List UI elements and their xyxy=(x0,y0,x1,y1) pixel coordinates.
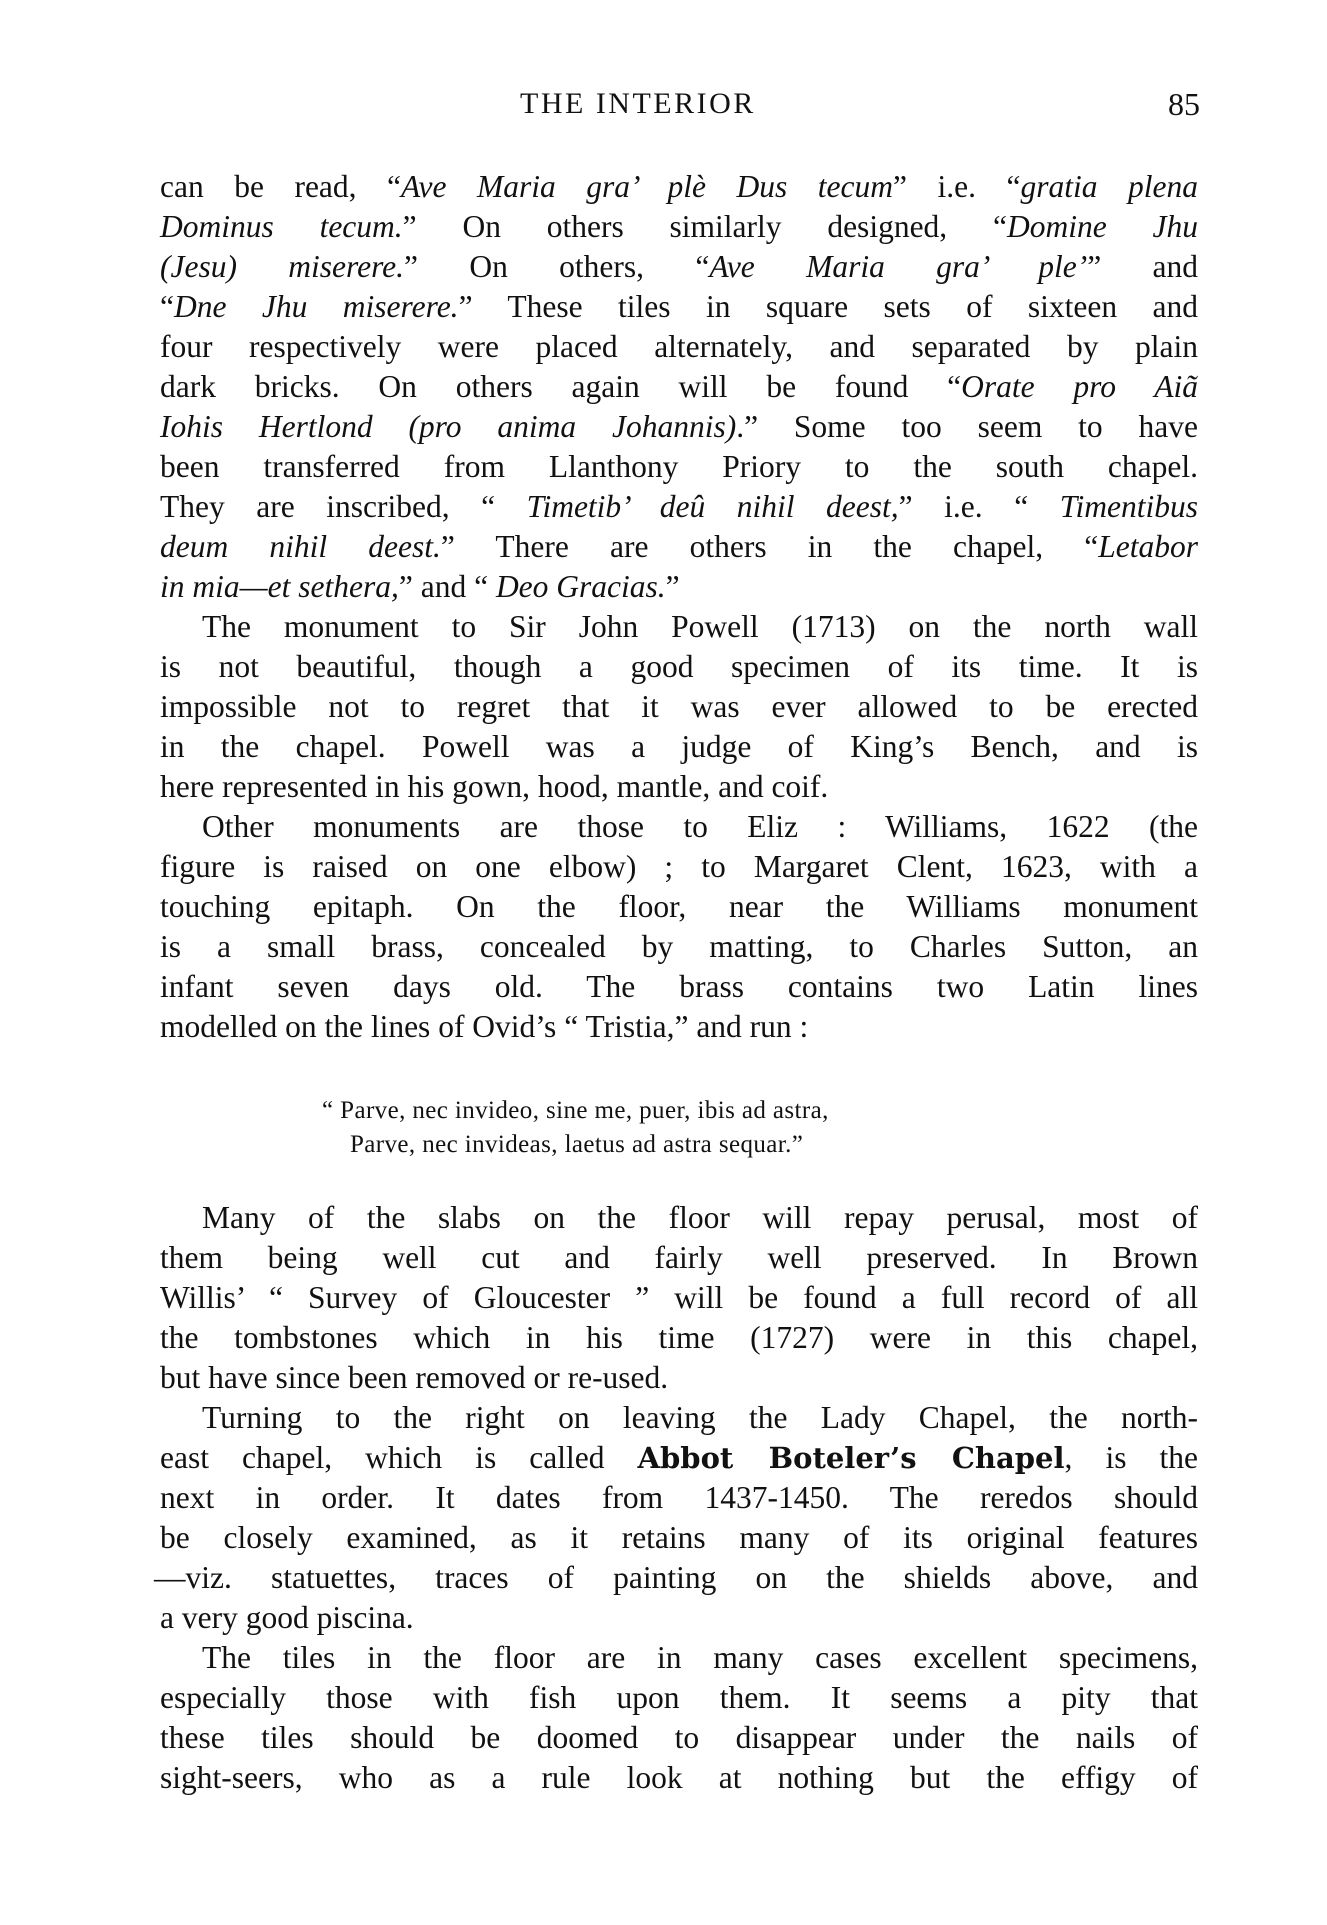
text-run: especially those with fish upon them. It seems a pity that xyxy=(160,1680,1198,1715)
text-line xyxy=(160,1438,1198,1478)
text-run: ” i.e. “ xyxy=(898,489,1060,524)
italic-inscription: Iohis Hertlond (pro anima Johannis) xyxy=(160,409,737,444)
italic-inscription: Letabor xyxy=(1098,529,1198,564)
text-line xyxy=(160,247,1198,287)
text-run: Other monuments are those to Eliz : Williams, 1622 (the xyxy=(202,809,1198,844)
italic-inscription: deum nihil deest. xyxy=(160,529,441,564)
text-line xyxy=(160,1718,1198,1758)
italic-inscription: (Jesu) miserere. xyxy=(160,249,405,284)
text-line xyxy=(160,1358,1198,1398)
italic-inscription: Ave Maria gra’ plè Dus tecum xyxy=(401,169,893,204)
italic-inscription: Dominus tecum. xyxy=(160,209,403,244)
text-run: been transferred from Llanthony Priory to the south chapel. xyxy=(160,449,1198,484)
text-run: ” xyxy=(665,569,680,604)
text-run: ” On others similarly designed, “ xyxy=(402,209,1007,244)
text-line xyxy=(160,487,1198,527)
text-line xyxy=(202,1398,1198,1438)
text-line xyxy=(202,607,1198,647)
text-run: ” i.e. “ xyxy=(893,169,1021,204)
text-line xyxy=(160,447,1198,487)
italic-inscription: Orate pro Aiã xyxy=(961,369,1198,404)
text-run: infant seven days old. The brass contains two Latin lines xyxy=(160,969,1198,1004)
text-run: “ xyxy=(160,289,174,324)
text-run: The tiles in the floor are in many cases excellent specimens, xyxy=(202,1640,1198,1675)
text-run: impossible not to regret that it was ever allowed to be erected xyxy=(160,689,1198,724)
quote-line: Parve, nec invideas, laetus ad astra sequar.” xyxy=(350,1131,804,1158)
text-line xyxy=(160,527,1198,567)
text-run: —viz. statuettes, traces of painting on the shields above, and xyxy=(154,1560,1198,1595)
text-line xyxy=(160,327,1198,367)
italic-inscription: Deo Gracias. xyxy=(495,569,666,604)
text-line xyxy=(160,967,1198,1007)
text-run: dark bricks. On others again will be found “ xyxy=(160,369,962,404)
text-run: east chapel, which is called xyxy=(160,1440,638,1475)
text-line xyxy=(160,1518,1198,1558)
text-line xyxy=(202,807,1198,847)
italic-inscription: Timentibus xyxy=(1059,489,1199,524)
text-line xyxy=(160,1598,1198,1638)
italic-inscription: in mia—et sethera, xyxy=(160,569,399,604)
text-line xyxy=(160,567,1198,607)
text-line xyxy=(160,687,1198,727)
italic-inscription: Domine Jhu xyxy=(1006,209,1198,244)
text-line xyxy=(160,1678,1198,1718)
text-line xyxy=(160,647,1198,687)
text-run: here represented in his gown, hood, mantle, and coif. xyxy=(160,769,829,804)
text-run: can be read, “ xyxy=(160,169,402,204)
text-run: They are inscribed, “ xyxy=(160,489,527,524)
text-line xyxy=(160,167,1198,207)
text-run: them being well cut and fairly well preserved. In Brown xyxy=(160,1240,1198,1275)
text-run: ” and xyxy=(1087,249,1198,284)
text-run: in the chapel. Powell was a judge of King’s Bench, and is xyxy=(160,729,1198,764)
text-run: be closely examined, as it retains many of its original features xyxy=(160,1520,1198,1555)
running-title: THE INTERIOR xyxy=(520,87,756,120)
text-run: Willis’ “ Survey of Gloucester ” will be found a full record of all xyxy=(160,1280,1198,1315)
text-line xyxy=(160,1278,1198,1318)
italic-inscription: Dne Jhu miserere. xyxy=(173,289,459,324)
text-line xyxy=(160,847,1198,887)
running-head xyxy=(160,86,1200,126)
text-run: a very good piscina. xyxy=(160,1600,414,1635)
text-line xyxy=(160,927,1198,967)
text-line xyxy=(160,767,1198,807)
text-line xyxy=(160,1007,1198,1047)
text-line xyxy=(154,1558,1198,1598)
italic-inscription: Ave Maria gra’ ple’ xyxy=(709,249,1088,284)
text-line xyxy=(202,1638,1198,1678)
text-line xyxy=(160,1238,1198,1278)
text-line xyxy=(160,207,1198,247)
text-line xyxy=(160,1478,1198,1518)
text-line xyxy=(160,367,1198,407)
text-run: next in order. It dates from 1437-1450. The reredos should xyxy=(160,1480,1198,1515)
text-run: four respectively were placed alternately, and separated by plain xyxy=(160,329,1198,364)
text-run: is not beautiful, though a good specimen of its time. It is xyxy=(160,649,1198,684)
page-number: 85 xyxy=(1168,86,1200,122)
text-run: ” and “ xyxy=(398,569,496,604)
text-run: , is the xyxy=(1064,1440,1198,1475)
text-line xyxy=(160,1758,1198,1798)
text-line xyxy=(160,887,1198,927)
text-run: Many of the slabs on the floor will repay perusal, most of xyxy=(202,1200,1198,1235)
text-run: ” On others, “ xyxy=(404,249,710,284)
text-line xyxy=(160,407,1198,447)
bold-heading-term: Abbot Boteler’s Chapel xyxy=(637,1441,1065,1475)
text-run: Turning to the right on leaving the Lady Chapel, the north- xyxy=(202,1400,1198,1435)
text-run: the tombstones which in his time (1727) were in this chapel, xyxy=(160,1320,1198,1355)
text-run: ” These tiles in square sets of sixteen and xyxy=(458,289,1199,324)
text-run: ” There are others in the chapel, “ xyxy=(440,529,1099,564)
text-run: but have since been removed or re-used. xyxy=(160,1360,669,1395)
text-run: modelled on the lines of Ovid’s “ Tristia,” and run : xyxy=(160,1009,809,1044)
text-line xyxy=(160,727,1198,767)
text-run: these tiles should be doomed to disappear under the nails of xyxy=(160,1720,1198,1755)
quote-line: “ Parve, nec invideo, sine me, puer, ibis ad astra, xyxy=(322,1097,829,1124)
italic-inscription: gratia plena xyxy=(1020,169,1198,204)
text-line xyxy=(160,287,1198,327)
text-line xyxy=(202,1198,1198,1238)
text-run: touching epitaph. On the floor, near the Williams monument xyxy=(160,889,1198,924)
text-run: The monument to Sir John Powell (1713) on the north wall xyxy=(202,609,1198,644)
text-run: is a small brass, concealed by matting, to Charles Sutton, an xyxy=(160,929,1198,964)
italic-inscription: Timetib’ deû nihil deest, xyxy=(526,489,899,524)
text-run: .” Some too seem to have xyxy=(736,409,1198,444)
text-run: sight-seers, who as a rule look at nothing but the effigy of xyxy=(160,1760,1198,1795)
text-line xyxy=(160,1318,1198,1358)
text-run: figure is raised on one elbow) ; to Margaret Clent, 1623, with a xyxy=(160,849,1198,884)
